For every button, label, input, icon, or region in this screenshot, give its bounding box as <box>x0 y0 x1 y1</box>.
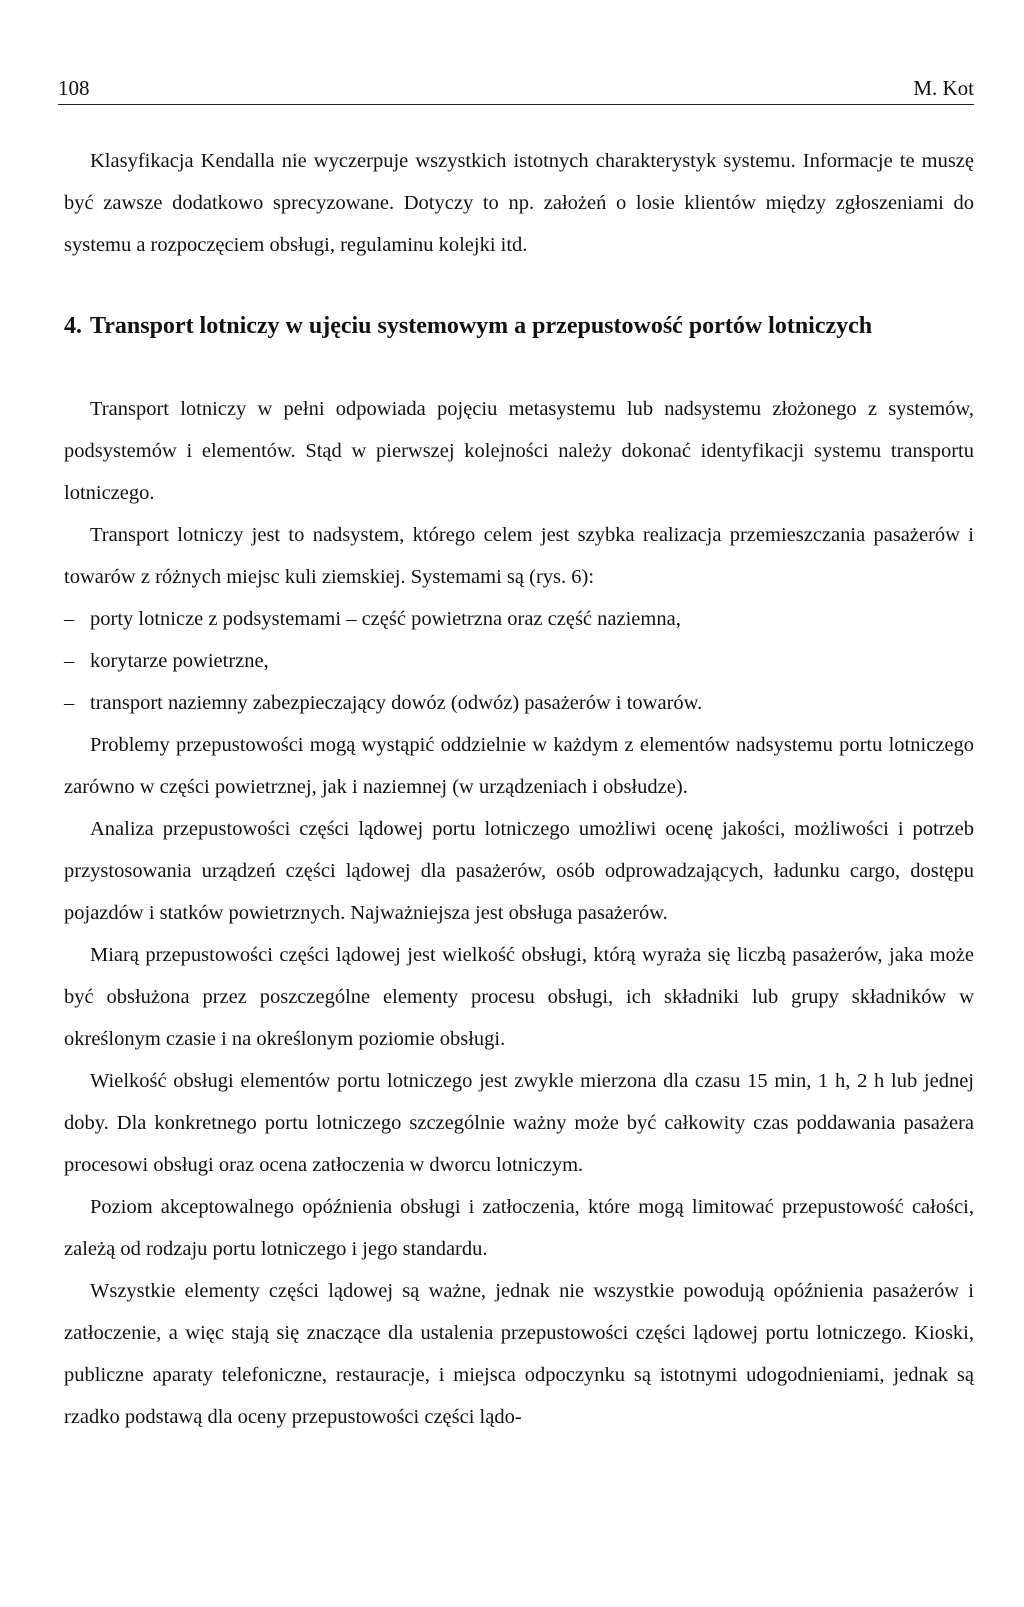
list-item-text: korytarze powietrzne, <box>90 650 269 672</box>
body-paragraph-2: Transport lotniczy jest to nadsystem, którego celem jest szybka realizacja przemieszczania pasażerów i towarów z różnych miejsc kuli ziemskiej. Systemami są (rys. 6): <box>64 524 974 588</box>
body-paragraph-6: Wielkość obsługi elementów portu lotniczego jest zwykle mierzona dla czasu 15 min, 1 h, 2 h lub jednej doby. Dla konkretnego portu lotniczego szczególnie ważny może być całkowity czas poddawania pasażera procesowi obsługi oraz ocena zatłoczenia w dworcu lotniczym. <box>64 1070 974 1176</box>
list-item <box>64 640 974 682</box>
page-number: 108 <box>58 76 90 100</box>
list-item <box>64 598 974 640</box>
page-header <box>58 72 974 108</box>
systems-list <box>64 598 974 724</box>
list-dash: – <box>64 608 75 630</box>
body-paragraph-3: Problemy przepustowości mogą wystąpić oddzielnie w każdym z elementów nadsystemu portu lotniczego zarówno w części powietrznej, jak i naziemnej (w urządzeniach i obsłudze). <box>64 734 974 798</box>
section-number: 4. <box>64 313 82 339</box>
header-rule <box>58 104 974 105</box>
body-paragraph-5: Miarą przepustowości części lądowej jest wielkość obsługi, którą wyraża się liczbą pasażerów, jaka może być obsłużona przez poszczególne elementy procesu obsługi, ich składniki lub grupy składników w określonym czasie i na określonym poziomie obsługi. <box>64 944 974 1050</box>
page-content <box>64 140 974 1438</box>
running-head-author: M. Kot <box>913 76 974 100</box>
list-dash: – <box>64 692 75 714</box>
body-paragraph-4: Analiza przepustowości części lądowej portu lotniczego umożliwi ocenę jakości, możliwości i potrzeb przystosowania urządzeń części lądowej dla pasażerów, osób odprowadzających, ładunku cargo, dostępu pojazdów i statków powietrznych. Najważniejsza jest obsługa pasażerów. <box>64 818 974 924</box>
intro-paragraph: Klasyfikacja Kendalla nie wyczerpuje wszystkich istotnych charakterystyk systemu. Informacje te muszę być zawsze dodatkowo sprecyzowane. Dotyczy to np. założeń o losie klientów między zgłoszeniami do systemu a rozpoczęciem obsługi, regulaminu kolejki itd. <box>64 150 974 256</box>
list-item <box>64 682 974 724</box>
body-paragraph-1: Transport lotniczy w pełni odpowiada pojęciu metasystemu lub nadsystemu złożonego z systemów, podsystemów i elementów. Stąd w pierwszej kolejności należy dokonać identyfikacji systemu transportu lotniczego. <box>64 398 974 504</box>
body-paragraph-8: Wszystkie elementy części lądowej są ważne, jednak nie wszystkie powodują opóźnienia pasażerów i zatłoczenie, a więc stają się znaczące dla ustalenia przepustowości części lądowej portu lotniczego. Kioski, publiczne aparaty telefoniczne, restauracje, i miejsca odpoczynku są istotnymi udogodnieniami, jednak są rzadko podstawą dla oceny przepustowości części lądo- <box>64 1280 974 1428</box>
body-paragraph-7: Poziom akceptowalnego opóźnienia obsługi i zatłoczenia, które mogą limitować przepustowość całości, zależą od rodzaju portu lotniczego i jego standardu. <box>64 1196 974 1260</box>
section-title: Transport lotniczy w ujęciu systemowym a przepustowość portów lotniczych <box>90 313 873 339</box>
section-heading <box>64 306 974 346</box>
list-item-text: porty lotnicze z podsystemami – część powietrzna oraz część naziemna, <box>90 608 681 630</box>
list-dash: – <box>64 650 75 672</box>
list-item-text: transport naziemny zabezpieczający dowóz (odwóz) pasażerów i towarów. <box>90 692 703 714</box>
